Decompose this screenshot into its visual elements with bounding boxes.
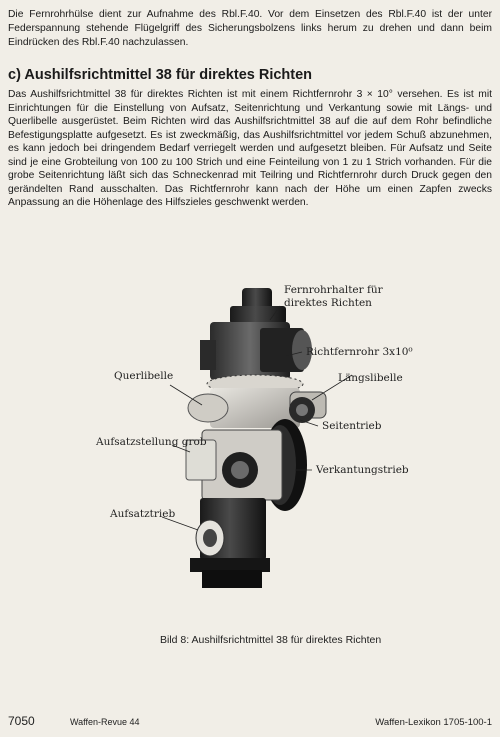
body-paragraph: Das Aushilfsrichtmittel 38 für direktes Richten ist mit einem Richtfernrohr 3 × 10° versehen. Es ist mit Einrichtungen für die Einstellung von Aufsatz, Seitenrichtung und Verkantung sowie mit Längs- und Querlibelle ausgerüstet. Beim Richten wird das Aushilfsrichtmittel 38 auf die auf dem Rohr befindliche Befestigungsplatte aufgesetzt. Es ist zweckmäßig, das Aushilfsrichtmittel vor jedem Schuß abzunehmen, es kann jedoch bei dringendem Bedarf verriegelt werden und aufgesetzt bleiben. Für Aufsatz und Seite sind je eine Grobteilung von 100 zu 100 Strich und eine Feinteilung von 1 zu 1 Strich vorhanden. Für die grobe Seitenrichtung läßt sich das Schneckenrad mit Teilring und Richtfernrohr durch Druck gegen den gerändelten Rand ausschalten. Das Richtfernrohr kann nach der Höhe um einen Zapfen zwecks Anpassung an die Höhenlage des Hilfszieles geschwenkt werden.: [8, 89, 492, 208]
label-verkantungstrieb: Verkantungstrieb: [316, 464, 409, 476]
label-fernrohrhalter: Fernrohrhalter für direktes Richten: [284, 284, 383, 309]
page-number: 7050: [8, 714, 35, 728]
label-querlibelle: Querlibelle: [114, 370, 174, 382]
page-footer: [8, 716, 492, 732]
figure-caption: Bild 8: Aushilfsrichtmittel 38 für direktes Richten: [160, 634, 382, 646]
label-seitentrieb: Seitentrieb: [322, 420, 382, 432]
label-aufsatztrieb: Aufsatztrieb: [110, 508, 176, 520]
label-richtfernrohr: Richtfernrohr 3x10⁰: [306, 346, 413, 358]
label-laengslibelle: Längslibelle: [338, 372, 403, 384]
label-aufsatzstellung: Aufsatzstellung grob: [96, 436, 207, 448]
lexikon-reference: Waffen-Lexikon 1705-100-1: [375, 717, 492, 728]
section-heading: c) Aushilfsrichtmittel 38 für direktes Richten: [8, 67, 313, 83]
intro-paragraph: Die Fernrohrhülse dient zur Aufnahme des Rbl.F.40. Vor dem Einsetzen des Rbl.F.40 ist der unter Federspannung stehende Flügelgriff des Sicherungsbolzens links herum zu drehen und dann beim Eindrücken des Rbl.F.40 nachzulassen.: [8, 9, 492, 48]
magazine-reference: Waffen-Revue 44: [70, 717, 140, 727]
figure-aushilfsrichtmittel: [90, 280, 470, 610]
